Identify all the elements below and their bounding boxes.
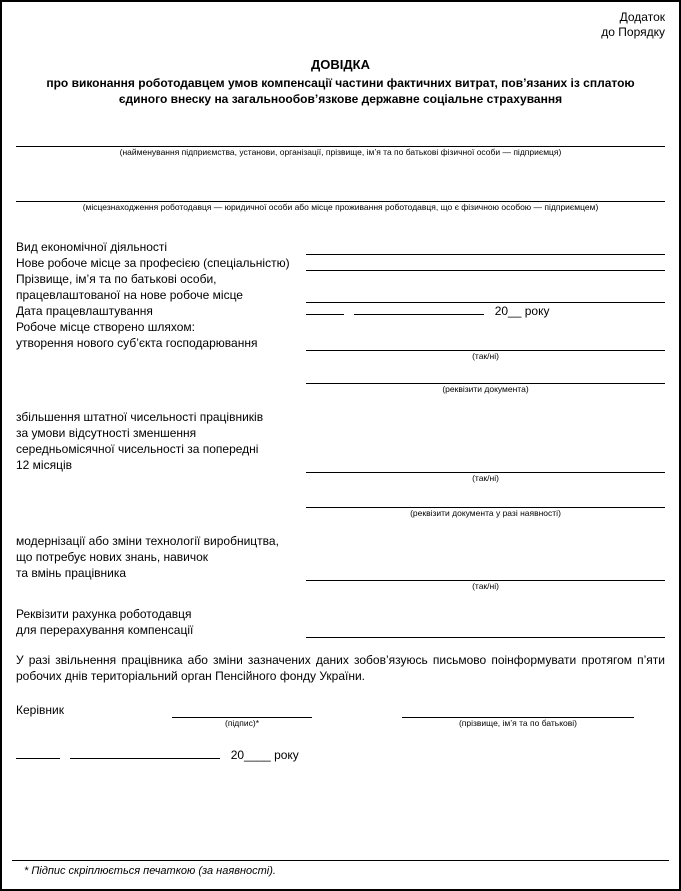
- created-via-label: Робоче місце створено шляхом:: [16, 320, 195, 334]
- document-subtitle: про виконання роботодавцем умов компенсації частини фактичних витрат, пов’язаних із сплатою єдиного внеску на загальнообов’язкове державне соціальне страхування: [46, 76, 635, 106]
- person-name-row: [16, 271, 665, 303]
- option-modernization-label: [16, 533, 306, 581]
- employer-name-field[interactable]: [16, 133, 665, 147]
- economic-activity-field[interactable]: [306, 241, 665, 255]
- economic-activity-label: Вид економічної діяльності: [16, 240, 168, 254]
- document-requisites-field[interactable]: [306, 370, 665, 384]
- account-field[interactable]: [306, 624, 665, 638]
- yes-no-caption-2: (так/ні): [472, 473, 499, 483]
- option-modernization-field[interactable]: [306, 567, 665, 581]
- person-name-label-line-2: працевлаштованої на нове робоче місце: [16, 288, 243, 302]
- signature-row: [16, 702, 665, 718]
- signature-month-blank[interactable]: [70, 747, 220, 759]
- employment-day-blank[interactable]: [306, 303, 344, 315]
- option-modernization-label-line-3: та вмінь працівника: [16, 566, 127, 580]
- new-workplace-field[interactable]: [306, 257, 665, 271]
- option-staff-label-line-1: збільшення штатної чисельності працівників: [16, 410, 264, 424]
- account-label-line-1: Реквізити рахунка роботодавця: [16, 607, 192, 621]
- option-modernization-row: [16, 533, 665, 581]
- full-name-caption: (прізвище, ім’я та по батькові): [458, 718, 578, 728]
- footnote-text: * Підпис скріплюється печаткою (за наявності).: [24, 865, 276, 877]
- obligation-statement: У разі звільнення працівника або зміни зазначених даних зобов’язуюсь письмово поінформувати протягом п’яти робочих днів територіальний орган Пенсійного фонду України.: [16, 653, 665, 683]
- full-name-field[interactable]: [402, 704, 634, 718]
- employer-address-caption: (місцезнаходження роботодавця — юридичної особи або місце проживання роботодавця, що є фізичною особою — підприємцем): [82, 202, 599, 212]
- signature-caption: (підпис)*: [224, 718, 260, 728]
- new-workplace-row: [16, 255, 665, 271]
- person-name-label-line-1: Прізвище, ім’я та по батькові особи,: [16, 272, 217, 286]
- signature-day-blank[interactable]: [16, 747, 60, 759]
- option-staff-field[interactable]: [306, 459, 665, 473]
- signature-field[interactable]: [172, 704, 312, 718]
- option-staff-label-line-3: середньомісячної чисельності за попередні: [16, 442, 259, 456]
- account-row: [16, 606, 665, 638]
- employer-address-field[interactable]: [16, 188, 665, 202]
- employment-month-blank[interactable]: [354, 303, 484, 315]
- employment-year-text: 20__ року: [494, 304, 550, 318]
- employment-date-row: [16, 303, 665, 319]
- appendix-line-2: до Порядку: [601, 25, 665, 39]
- option-staff-label-line-4: 12 місяців: [16, 458, 73, 472]
- employment-date-field[interactable]: [306, 303, 665, 319]
- option-staff-label: [16, 409, 306, 473]
- appendix-note: [16, 10, 665, 40]
- option-new-entity-label: утворення нового суб’єкта господарювання: [16, 336, 258, 350]
- option-staff-label-line-2: за умови відсутності зменшення: [16, 426, 197, 440]
- economic-activity-row: [16, 239, 665, 255]
- person-name-field[interactable]: [306, 289, 665, 303]
- option-new-entity-field[interactable]: [306, 337, 665, 351]
- appendix-line-1: Додаток: [619, 10, 665, 24]
- person-name-label: [16, 271, 306, 303]
- document-title: ДОВІДКА: [311, 57, 370, 72]
- signature-year-text: 20____ року: [230, 748, 299, 762]
- account-label-line-2: для перерахування компенсації: [16, 623, 194, 637]
- document-requisites-if-any-caption: (реквізити документа у разі наявності): [410, 508, 561, 518]
- yes-no-caption-3: (так/ні): [472, 581, 499, 591]
- option-modernization-label-line-1: модернізації або зміни технології виробництва,: [16, 534, 279, 548]
- head-label: Керівник: [16, 703, 64, 717]
- new-workplace-label: Нове робоче місце за професією (спеціальністю): [16, 256, 290, 270]
- employment-date-label: Дата працевлаштування: [16, 304, 153, 318]
- document-requisites-if-any-field[interactable]: [306, 494, 665, 508]
- footnote-block: [16, 860, 665, 879]
- option-modernization-label-line-2: що потребує нових знань, навичок: [16, 550, 209, 564]
- signature-captions-row: [16, 718, 665, 729]
- document-requisites-caption: (реквізити документа): [442, 384, 529, 394]
- yes-no-caption-1: (так/ні): [472, 351, 499, 361]
- option-new-entity-row: [16, 335, 665, 351]
- form-body: [16, 239, 665, 638]
- account-label: [16, 606, 306, 638]
- option-staff-row: [16, 409, 665, 473]
- signature-date-field[interactable]: [16, 747, 665, 763]
- employer-name-caption: (найменування підприємства, установи, організації, прізвище, ім’я та по батькові фізичної особи — підприємця): [119, 147, 562, 157]
